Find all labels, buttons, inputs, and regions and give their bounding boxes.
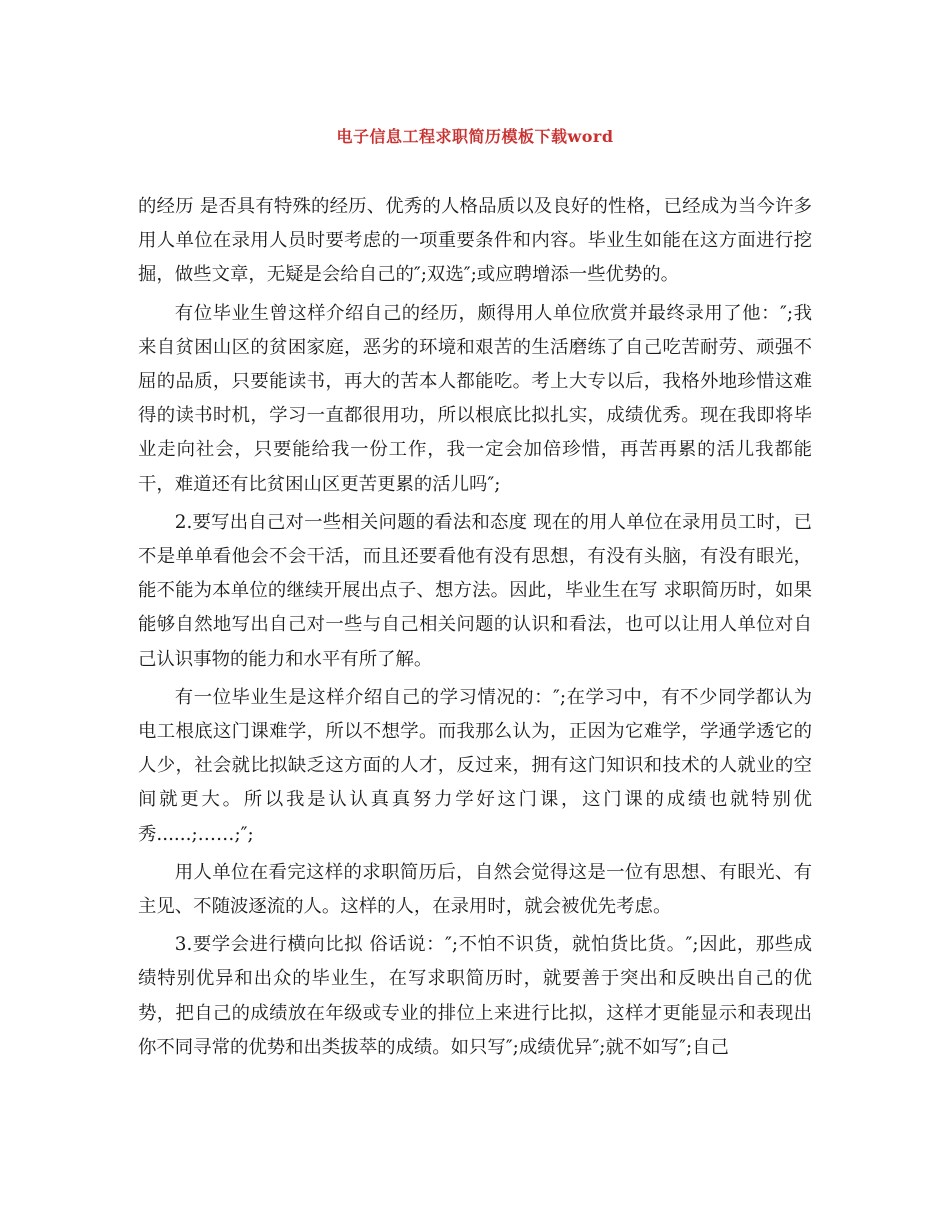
paragraph-point-2: 2.要写出自己对一些相关问题的看法和态度 现在的用人单位在录用员工时，已不是单单看他会不会干活，而且还要看他有没有思想，有没有头脑，有没有眼光，能不能为本单位的继续开展出点子、想方法。因此，毕业生在写 求职简历时，如果能够自然地写出自己对一些与自己相关问题的认识和看法，也可以让用人单位对自己认识事物的能力和水平有所了解。 (138, 511, 812, 670)
paragraph-example-study: 有一位毕业生是这样介绍自己的学习情况的：″;在学习中，有不少同学都认为电工根底这门课难学，所以不想学。而我那么认为，正因为它难学，学通学透它的人少，社会就比拟缺乏这方面的人才，反过来，拥有这门知识和技术的人就业的空间就更大。所以我是认认真真努力学好这门课，这门课的成绩也就特别优秀......;……;″; (138, 686, 812, 845)
document-body (138, 190, 812, 1069)
document-title: 电子信息工程求职简历模板下载word (336, 127, 614, 146)
paragraph-experience: 的经历 是否具有特殊的经历、优秀的人格品质以及良好的性格，已经成为当今许多用人单位在录用人员时要考虑的一项重要条件和内容。毕业生如能在这方面进行挖掘，做些文章，无疑是会给自己的″;双选″;或应聘增添一些优势的。 (138, 196, 812, 286)
paragraph-point-3: 3.要学会进行横向比拟 俗话说：″;不怕不识货，就怕货比货。″;因此，那些成绩特别优异和出众的毕业生，在写求职简历时，就要善于突出和反映出自己的优势，把自己的成绩放在年级或专业的排位上来进行比拟，这样才更能显示和表现出你不同寻常的优势和出类拔萃的成绩。如只写″;成绩优异″;就不如写″;自己 (138, 934, 812, 1058)
paragraph-employer-view: 用人单位在看完这样的求职简历后，自然会觉得这是一位有思想、有眼光、有主见、不随波逐流的人。这样的人，在录用时，就会被优先考虑。 (138, 861, 812, 918)
paragraph-example-experience: 有位毕业生曾这样介绍自己的经历，颇得用人单位欣赏并最终录用了他：″;我来自贫困山区的贫困家庭，恶劣的环境和艰苦的生活磨练了自己吃苦耐劳、顽强不屈的品质，只要能读书，再大的苦本人都能吃。考上大专以后，我格外地珍惜这难得的读书时机，学习一直都很用功，所以根底比拟扎实，成绩优秀。现在我即将毕业走向社会，只要能给我一份工作，我一定会加倍珍惜，再苦再累的活儿我都能干，难道还有比贫困山区更苦更累的活儿吗″; (138, 302, 812, 495)
